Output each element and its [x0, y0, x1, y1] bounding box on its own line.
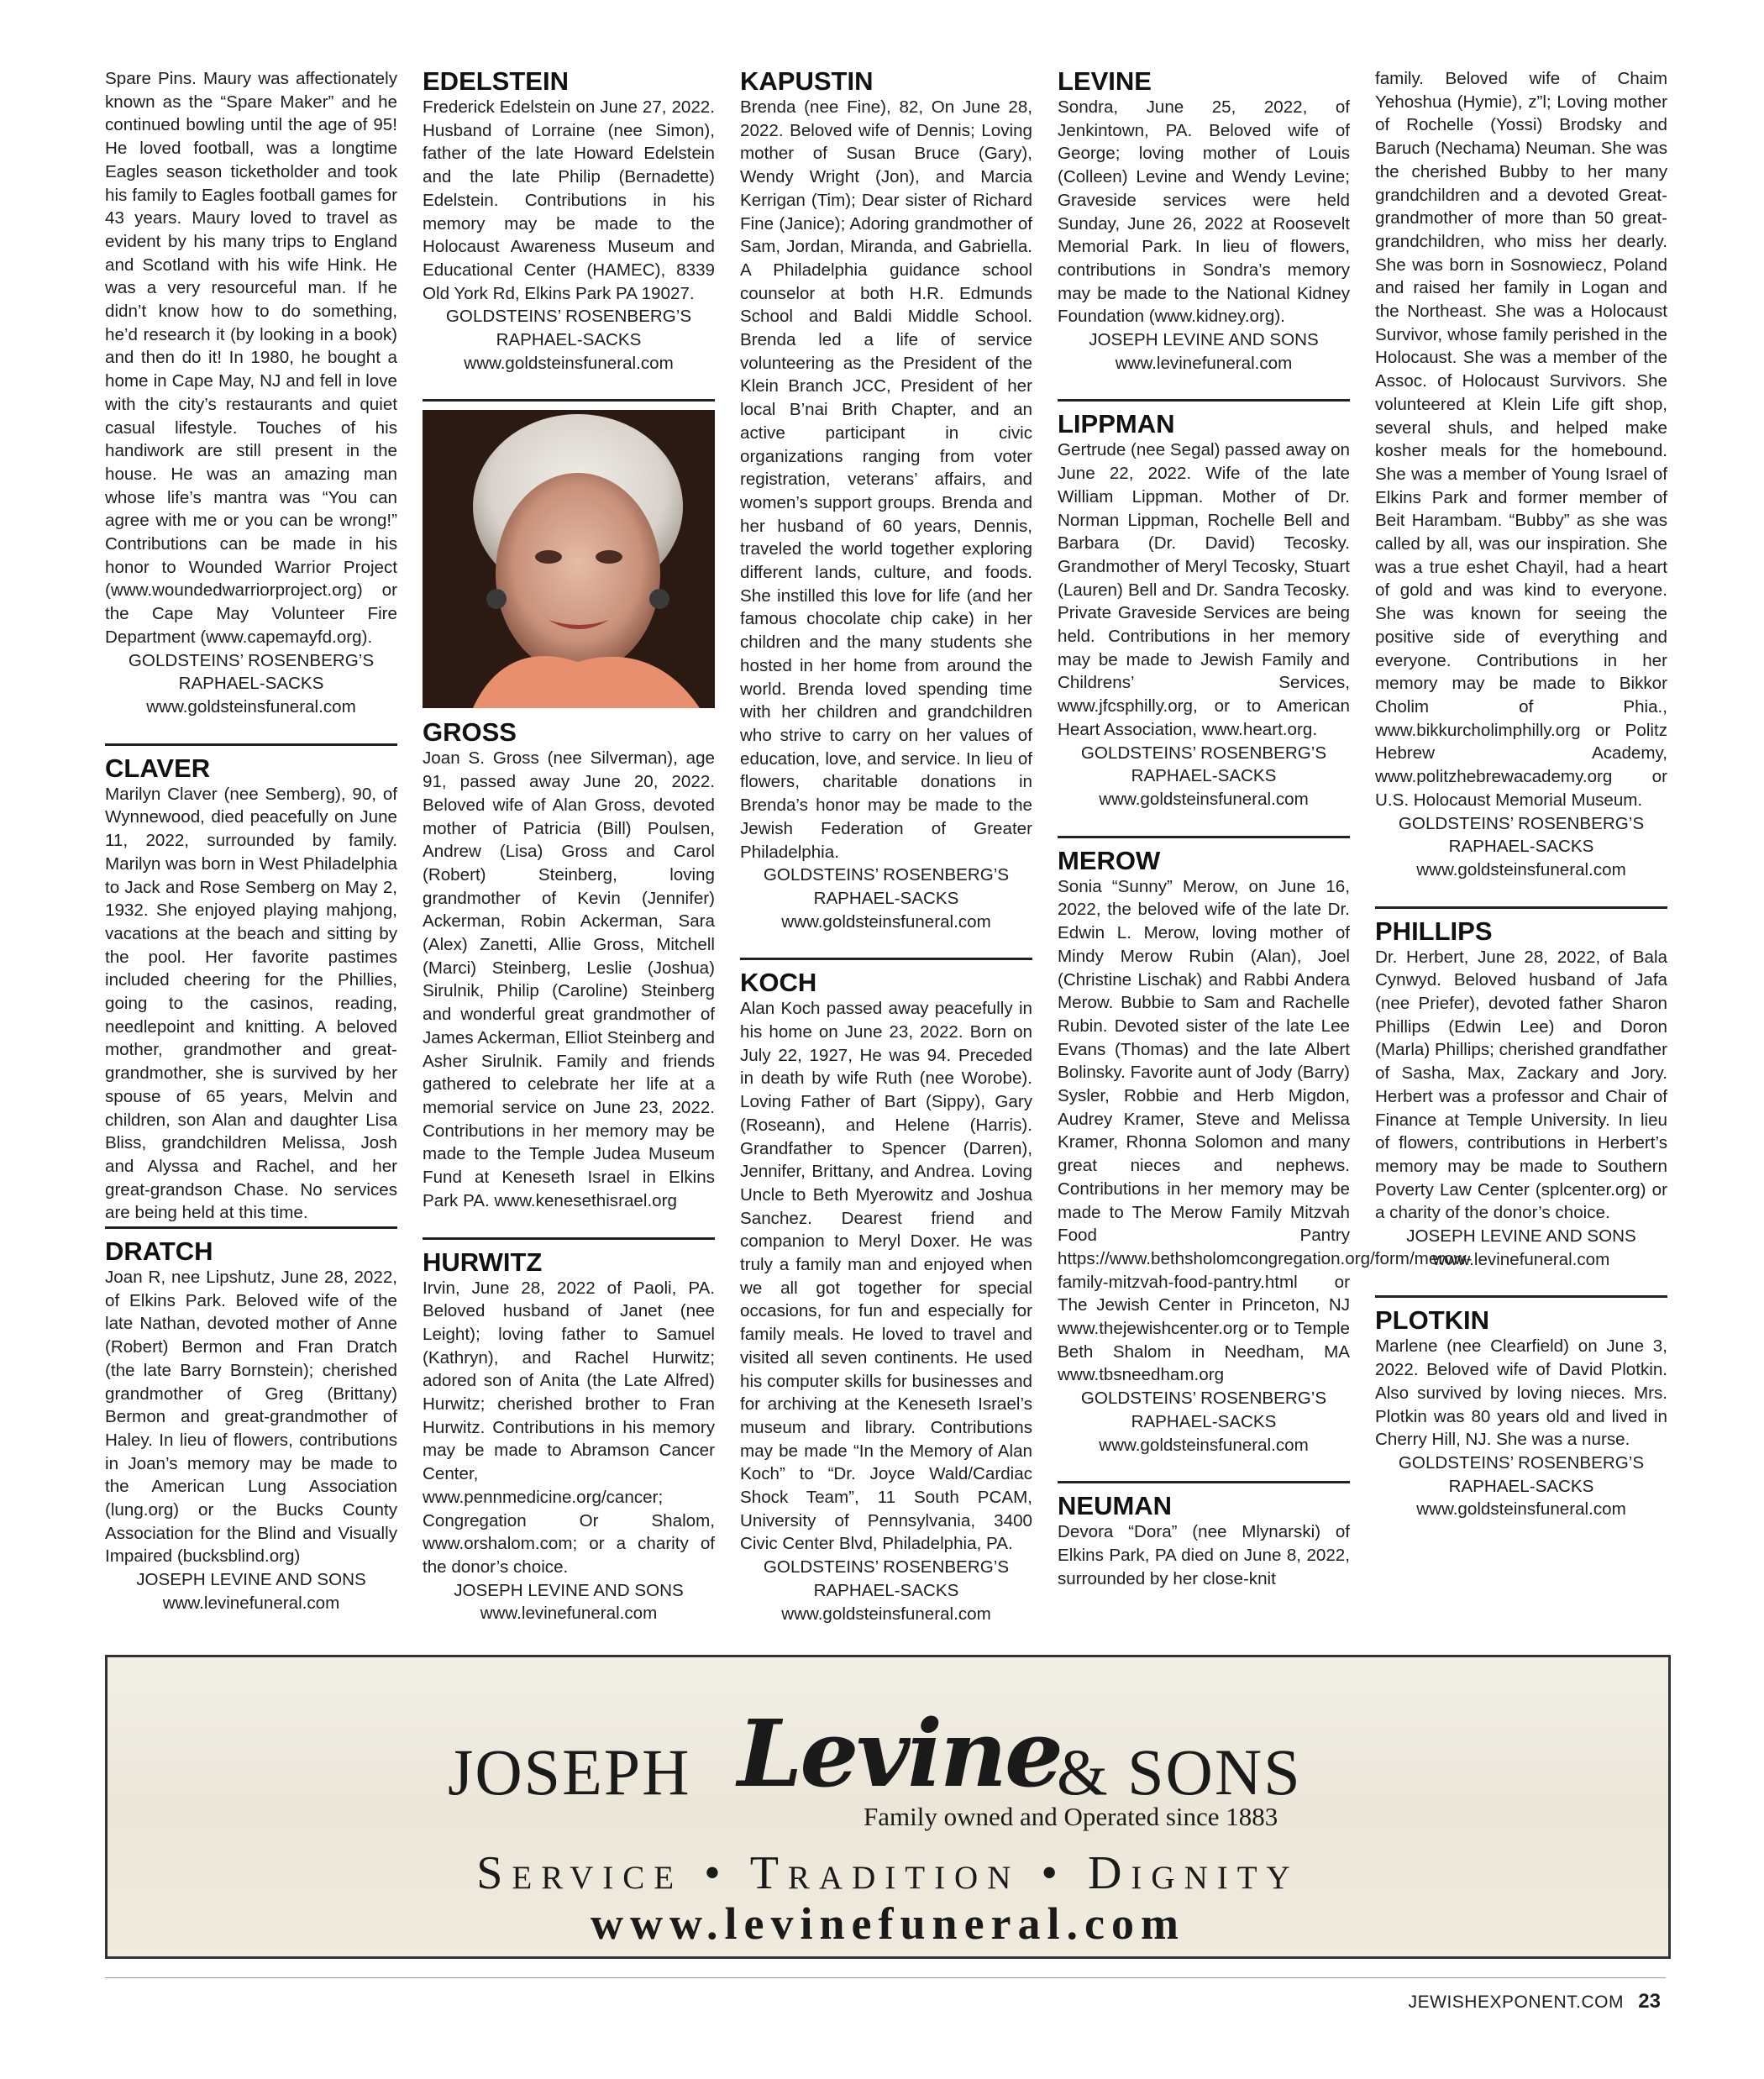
- divider: [1058, 836, 1350, 838]
- funeral-home-url: www.levinefuneral.com: [1115, 353, 1293, 373]
- funeral-home: [423, 1579, 715, 1625]
- funeral-home-name: JOSEPH LEVINE AND SONS: [454, 1580, 684, 1600]
- funeral-home: [740, 864, 1032, 933]
- ad-values: Service • Tradition • Dignity: [476, 1847, 1299, 1899]
- obituary-name: NEUMAN: [1058, 1491, 1173, 1521]
- ad-url: www.levinefuneral.com: [591, 1898, 1185, 1949]
- funeral-home-name-2: RAPHAEL-SACKS: [178, 674, 324, 694]
- funeral-home-name-2: RAPHAEL-SACKS: [1448, 1476, 1594, 1496]
- funeral-home-url: www.levinefuneral.com: [1432, 1249, 1610, 1269]
- funeral-home-name-2: RAPHAEL-SACKS: [1131, 1411, 1277, 1431]
- obituary-neuman-continued: [1375, 67, 1667, 882]
- funeral-home-url: www.goldsteinsfuneral.com: [1099, 1435, 1309, 1455]
- divider: [1375, 906, 1667, 909]
- obituary-name: DRATCH: [105, 1236, 213, 1267]
- page-number: 23: [1638, 1990, 1661, 2013]
- funeral-home-name: GOLDSTEINS’ ROSENBERG’S: [1080, 743, 1327, 763]
- funeral-home-name: GOLDSTEINS’ ROSENBERG’S: [1398, 1452, 1645, 1473]
- divider: [423, 399, 715, 402]
- obituary-body: Dr. Herbert, June 28, 2022, of Bala Cynwyd. Beloved husband of Jafa (nee Priefer), devoted father Sharon Phillips (Edwin Lee) and Doron (Marla) Phillips; cherished grandfather of Sasha, Max, Zackary and Jory. Herbert was a professor and Chair of Finance at Temple University. In lieu of flowers, contributions in Herbert’s memory may be made to Southern Poverty Law Center (splcenter.org) or a charity of the donor’s choice.: [1375, 947, 1667, 1223]
- obituary-hurwitz: [423, 1248, 715, 1626]
- funeral-home-name-2: RAPHAEL-SACKS: [1131, 766, 1277, 786]
- funeral-home-url: www.goldsteinsfuneral.com: [1416, 859, 1626, 879]
- obituary-body: Joan R, nee Lipshutz, June 28, 2022, of Elkins Park. Beloved wife of the late Nathan, devoted mother of Anne (Robert) Bermon and Fran Dratch (the late Barry Bornstein); cherished grandmother of Greg (Brittany) Bermon and great-grandmother of Haley. In lieu of flowers, contributions in Joan’s memory may be made to the American Lung Association (lung.org) or the Bucks County Association for the Blind and Visually Impaired (bucksblind.org): [105, 1268, 397, 1567]
- funeral-home-url: www.goldsteinsfuneral.com: [781, 1604, 991, 1624]
- obituary-name: MEROW: [1058, 845, 1161, 875]
- funeral-home-name: JOSEPH LEVINE AND SONS: [136, 1570, 366, 1590]
- funeral-home: [1375, 1225, 1667, 1271]
- footer-divider: [105, 1977, 1666, 1978]
- funeral-home: [1375, 812, 1667, 882]
- funeral-home-url: www.goldsteinsfuneral.com: [146, 696, 356, 717]
- portrait-photo: [423, 410, 715, 708]
- obituary-body: Sonia “Sunny” Merow, on June 16, 2022, the beloved wife of the late Dr. Edwin L. Merow, loving mother of Mindy Merow Rubin (Alan), Joel (Christine Lischak) and Rabbi Andera Merow. Bubbie to Sam and Rachelle Rubin. Devoted sister of the late Lee Evans (Thomas) and the late Albert Bolinsky. Favorite aunt of Jody (Barry) Sysler, Robbie and Herb Migdon, Audrey Kramer, Steve and Melissa Kramer, Rhonna Solomon and many great nieces and nephews. Contributions in her memory may be made to The Merow Family Mitzvah Food Pantry https://www.bethsholomcongregation.org/form/merow-family-mitzvah-food-pantry.html or The Jewish Center in Princeton, NJ www.thejewishcenter.org or to Temple Beth Shalom in Needham, MA www.tbsneedham.org: [1058, 876, 1473, 1385]
- divider: [1058, 1481, 1350, 1483]
- funeral-home-name: GOLDSTEINS’ ROSENBERG’S: [763, 1557, 1010, 1578]
- obituary-levine: [1058, 67, 1350, 375]
- funeral-home: [105, 649, 397, 719]
- funeral-home-name: JOSEPH LEVINE AND SONS: [1089, 330, 1319, 350]
- obituary-edelstein: [423, 67, 715, 375]
- obituary-name: LEVINE: [1058, 66, 1152, 96]
- obituary-plotkin: [1375, 1306, 1667, 1521]
- portrait-illustration: [423, 410, 715, 708]
- funeral-home-url: www.levinefuneral.com: [480, 1604, 658, 1624]
- obituary-phillips: [1375, 917, 1667, 1272]
- funeral-home-name: GOLDSTEINS’ ROSENBERG’S: [1080, 1389, 1327, 1409]
- funeral-home: [1058, 1387, 1350, 1457]
- levine-funeral-advertisement: [105, 1655, 1671, 1959]
- divider: [105, 1226, 397, 1229]
- footer-site: JEWISHEXPONENT.COM: [1408, 1992, 1624, 2012]
- divider: [105, 743, 397, 746]
- divider: [740, 958, 1032, 960]
- obituary-name: EDELSTEIN: [423, 66, 569, 96]
- ad-levine-script-logo: Levine: [738, 1699, 1061, 1808]
- obituary-neuman: [1058, 1492, 1350, 1590]
- obituary-body: Irvin, June 28, 2022 of Paoli, PA. Beloved husband of Janet (nee Leight); loving father to Samuel (Kathryn), and Rachel Hurwitz; adored son of Anita (the Late Alfred) Hurwitz; cherished brother to Fran Hurwitz. Contributions in his memory may be made to Abramson Cancer Center, www.pennmedicine.org/cancer; Congregation Or Shalom, www.orshalom.com; or a charity of the donor’s choice.: [423, 1278, 715, 1577]
- obituary-body: Sondra, June 25, 2022, of Jenkintown, PA. Beloved wife of George; loving mother of Louis (Colleen) Levine and Wendy Levine; Graveside services were held Sunday, June 26, 2022 at Roosevelt Memorial Park. In lieu of flowers, contributions in Sondra’s memory may be made to the National Kidney Foundation (www.kidney.org).: [1058, 97, 1350, 327]
- obituary-body: Gertrude (nee Segal) passed away on June 22, 2022. Wife of the late William Lippman. Mother of Dr. Norman Lippman, Rochelle Bell and Barbara (Dr. David) Tecosky. Grandmother of Meryl Tecosky, Stuart (Lauren) Bell and Dr. Sandra Tecosky. Private Graveside Services are being held. Contributions in her memory may be made to Jewish Family and Childrens’ Services, www.jfcsphilly.org, or to American Heart Association, www.heart.org.: [1058, 440, 1351, 739]
- obituary-body: Frederick Edelstein on June 27, 2022. Husband of Lorraine (nee Simon), father of the late Howard Edelstein and the late Philip (Bernadette) Edelstein. Contributions in his memory may be made to the Holocaust Awareness Museum and Educational Center (HAMEC), 8339 Old York Rd, Elkins Park PA 19027.: [423, 97, 715, 303]
- obituary-body: Marlene (nee Clearfield) on June 3, 2022. Beloved wife of David Plotkin. Also survived by loving nieces. Mrs. Plotkin was 80 years old and lived in Cherry Hill, NJ. She was a nurse.: [1375, 1336, 1667, 1450]
- column-2: [423, 67, 715, 1625]
- ad-joseph: JOSEPH: [448, 1735, 691, 1809]
- funeral-home: [1375, 1452, 1667, 1521]
- obituary-body: Spare Pins. Maury was affectionately known as the “Spare Maker” and he continued bowling until the age of 95! He loved football, was a longtime Eagles season ticketholder and took his family to Eagles football games for 43 years. Maury loved to travel as evident by his many trips to England and Scotland with his wife Hink. He was a very resourceful man. If he didn’t know how to do something, he’d research it (by looking in a book) and then do it! In 1980, he bought a home in Cape May, NJ and fell in love with the city’s restaurants and quiet casual lifestyle. Touches of his handiwork are still present in the house. He was an amazing man whose life’s mantra was “You can agree with me or you can be wrong!” Contributions can be made in his honor to Wounded Warrior Project (www.woundedwarriorproject.org) or the Cape May Volunteer Fire Department (www.capemayfd.org).: [105, 69, 397, 647]
- obituary-name: PHILLIPS: [1375, 916, 1493, 946]
- column-5: [1375, 67, 1667, 1521]
- obituary-body: Joan S. Gross (nee Silverman), age 91, passed away June 20, 2022. Beloved wife of Alan Gross, devoted mother of Patricia (Bill) Poulsen, Andrew (Lisa) Gross and Carol (Robert) Steinberg, loving grandmother of Kevin (Jennifer) Ackerman, Robin Ackerman, Sara (Alex) Zanetti, Allie Gross, Mitchell (Marci) Steinberg, Leslie (Joshua) Sirulnik, Philip (Caroline) Steinberg and wonderful great grandmother of James Ackerman, Elliot Steinberg and Asher Sirulnik. Family and friends gathered to celebrate her life at a memorial service on June 23, 2022. Contributions in her memory may be made to the Temple Judea Museum Fund at Keneseth Israel in Elkins Park PA. www.kenesethisrael.org: [423, 748, 715, 1210]
- column-3: [740, 67, 1032, 1625]
- obituary-lippman: [1058, 410, 1350, 811]
- funeral-home-url: www.goldsteinsfuneral.com: [464, 353, 674, 373]
- funeral-home: [1058, 742, 1350, 811]
- funeral-home-url: www.goldsteinsfuneral.com: [1099, 789, 1309, 809]
- funeral-home-name-2: RAPHAEL-SACKS: [1448, 837, 1594, 857]
- funeral-home-name-2: RAPHAEL-SACKS: [813, 1580, 959, 1600]
- funeral-home-url: www.goldsteinsfuneral.com: [781, 911, 991, 932]
- obituary-name: HURWITZ: [423, 1247, 543, 1277]
- funeral-home-name: GOLDSTEINS’ ROSENBERG’S: [128, 650, 375, 670]
- obituary-gross: [423, 718, 715, 1212]
- funeral-home-name: JOSEPH LEVINE AND SONS: [1406, 1226, 1636, 1247]
- divider: [423, 1237, 715, 1240]
- obituary-claver: [105, 754, 397, 1225]
- obituary-koch: [740, 969, 1032, 1625]
- obituary-body: Brenda (nee Fine), 82, On June 28, 2022. Beloved wife of Dennis; Loving mother of Susan Bruce (Gary), Wendy Wright (Jon), and Marcia Kerrigan (Tim); Dear sister of Richard Fine (Janice); Adoring grandmother of Sam, Jordan, Miranda, and Gabriella. A Philadelphia guidance school counselor at both H.R. Edmunds School and Baldi Middle School. Brenda led a life of service volunteering as the President of the Klein Branch JCC, President of her local B’nai Brith Chapter, and an active participant in civic organizations ranging from voter registration, veterans’ affairs, and women’s support groups. Brenda and her husband of 60 years, Dennis, traveled the world together exploring different lands, culture, and foods. She instilled this love for life (and her famous chocolate chip cake) in her children and the many students she hosted in her home from around the world. Brenda loved spending time with her children and grandchildren who strive to carry on her values of education, love, and service. In lieu of flowers, charitable donations in Brenda’s honor may be made to the Jewish Federation of Greater Philadelphia.: [740, 97, 1032, 862]
- obituary-name: KOCH: [740, 968, 817, 998]
- obituary-body: family. Beloved wife of Chaim Yehoshua (Hymie), z”l; Loving mother of Rochelle (Yossi) Brodsky and Baruch (Nechama) Neuman. She was the cherished Bubby to her many grandchildren and a devoted Great-grandmother of more than 50 great-grandchildren, who miss her dearly. She was born in Sosnowiecz, Poland and raised her family in Logan and the Northeast. She was a Holocaust Survivor, whose family perished in the Holocaust. She was a member of the Assoc. of Holocaust Survivors. She volunteered at Klein Life gift shop, several shuls, and helped make kosher meals for the homebound. She was a member of Young Israel of Elkins Park and former member of Beit Harambam. “Bubby” as she was called by all, was our inspiration. She was a true eshet Chayil, had a heart of gold and was kind to everyone. She was known for seeing the positive side of everything and everyone. Contributions in her memory may be made to Bikkor Cholim of Phia., www.bikkurcholimphilly.org or Politz Hebrew Academy, www.politzhebrewacademy.org or U.S. Holocaust Memorial Museum.: [1375, 69, 1667, 810]
- funeral-home: [105, 1568, 397, 1614]
- obituary-name: LIPPMAN: [1058, 409, 1175, 439]
- funeral-home-name: GOLDSTEINS’ ROSENBERG’S: [1398, 813, 1645, 833]
- obituary-name: GROSS: [423, 717, 517, 748]
- funeral-home: [1058, 328, 1350, 375]
- column-1: [105, 67, 397, 1615]
- obituary-dratch: [105, 1237, 397, 1615]
- funeral-home-url: www.goldsteinsfuneral.com: [1416, 1499, 1626, 1520]
- funeral-home-name: GOLDSTEINS’ ROSENBERG’S: [763, 865, 1010, 885]
- obituary-body: Marilyn Claver (nee Semberg), 90, of Wynnewood, died peacefully on June 11, 2022, surrounded by family. Marilyn was born in West Philadelphia to Jack and Rose Semberg on May 2, 1932. She enjoyed playing mahjong, vacations at the beach and sitting by the pool. Her favorite pastimes included cheering for the Phillies, going to the casinos, reading, needlepoint and knitting. A beloved mother, grandmother and great-grandmother, she is survived by her spouse of 65 years, Melvin and children, son Alan and daughter Lisa Bliss, grandchildren Melissa, Josh and Alyssa and Rachel, and her great-grandson Chase. No services are being held at this time.: [105, 784, 397, 1223]
- obituary-name: KAPUSTIN: [740, 66, 874, 96]
- funeral-home-name-2: RAPHAEL-SACKS: [813, 888, 959, 908]
- ad-sons: & SONS: [1057, 1735, 1302, 1809]
- obituary-body: Devora “Dora” (nee Mlynarski) of Elkins Park, PA died on June 8, 2022, surrounded by her close-knit: [1058, 1522, 1350, 1588]
- ad-tagline: Family owned and Operated since 1883: [864, 1802, 1278, 1831]
- divider: [1058, 399, 1350, 402]
- funeral-home-name: GOLDSTEINS’ ROSENBERG’S: [445, 307, 692, 327]
- obituary-kapustin: [740, 67, 1032, 933]
- obituary-name: CLAVER: [105, 753, 211, 783]
- funeral-home: [423, 305, 715, 375]
- obituary-body: Alan Koch passed away peacefully in his home on June 23, 2022. Born on July 22, 1927, He was 94. Preceded in death by wife Ruth (nee Worobe). Loving Father of Bart (Sippy), Gary (Roseann), and Helene (Harris). Grandfather to Spencer (Darren), Jennifer, Brittany, and Andrea. Loving Uncle to Beth Myerowitz and Joshua Sanchez. Dearest friend and companion to Meryl Doxer. He was truly a family man and enjoyed when we all got together for special occasions, for fun and especially for family meals. He loved to travel and visited all seven continents. He used his computer skills for businesses and for archiving at the Keneseth Israel’s museum and library. Contributions may be made “In the Memory of Alan Koch” to “Dr. Joyce Wald/Cardiac Shock Team”, 11 South PCAM, University of Pennsylvania, 3400 Civic Center Blvd, Philadelphia, PA.: [740, 999, 1032, 1554]
- funeral-home-url: www.levinefuneral.com: [162, 1593, 340, 1613]
- divider: [1375, 1295, 1667, 1298]
- obituary-continued-maury: [105, 67, 397, 719]
- funeral-home-name-2: RAPHAEL-SACKS: [496, 330, 642, 350]
- obituary-name: PLOTKIN: [1375, 1305, 1490, 1336]
- funeral-home: [740, 1556, 1032, 1625]
